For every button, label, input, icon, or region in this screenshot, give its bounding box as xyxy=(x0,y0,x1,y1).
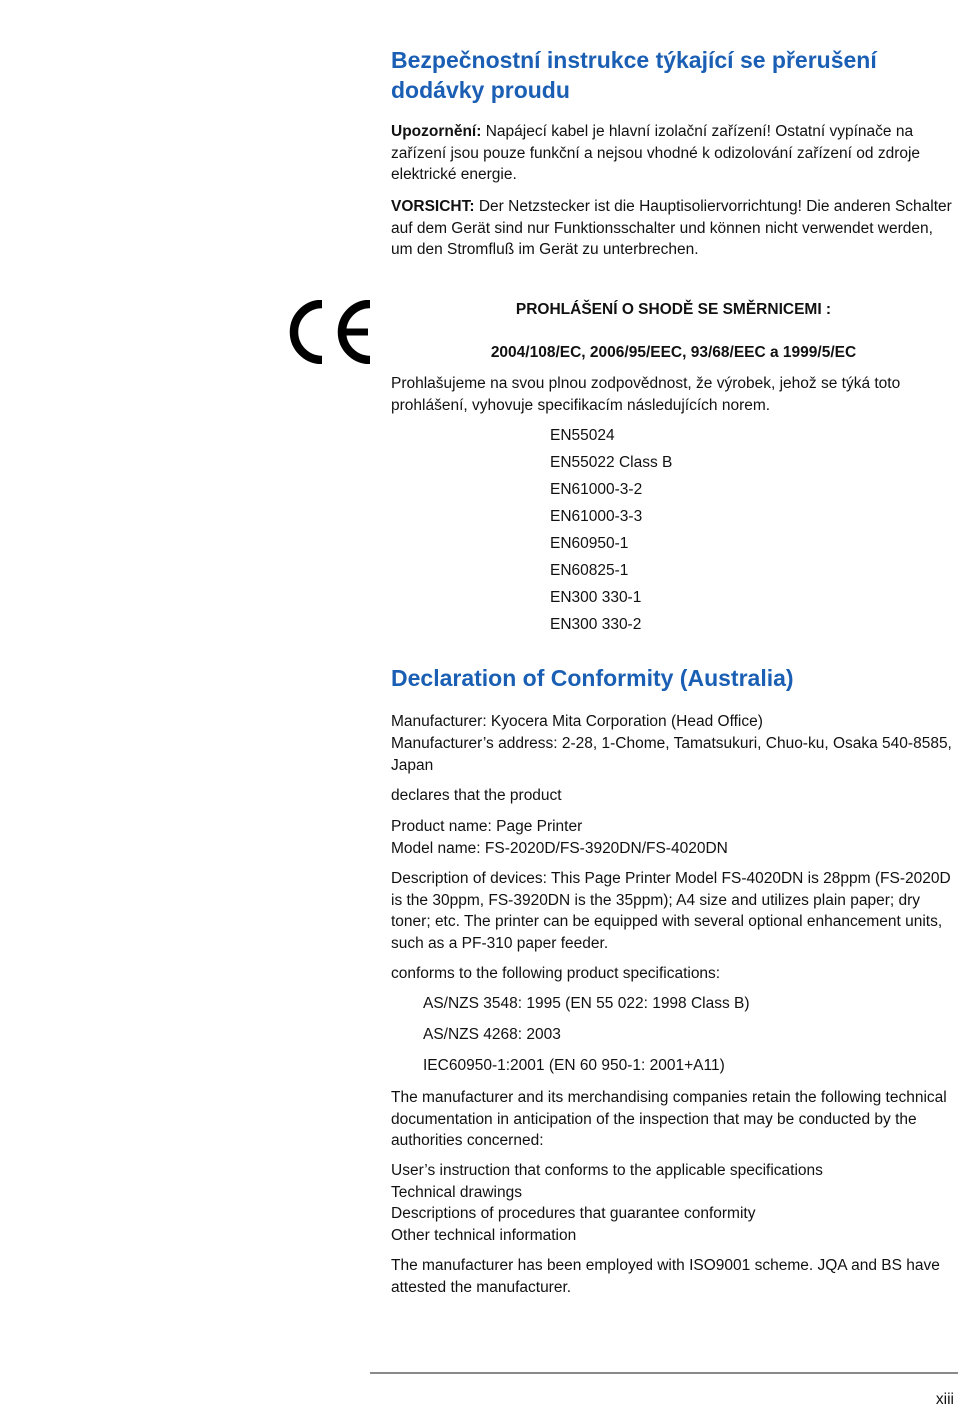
spec-item: IEC60950-1:2001 (EN 60 950-1: 2001+A11) xyxy=(423,1057,725,1074)
warning-cz xyxy=(391,121,956,186)
model-name-line: Model name: FS-2020D/FS-3920DN/FS-4020DN xyxy=(391,840,728,857)
standard-item: EN300 330-1 xyxy=(550,589,642,606)
standard-item: EN300 330-2 xyxy=(550,616,642,633)
ce-directives: 2004/108/EC, 2006/95/EEC, 93/68/EEC a 1999/5/EC xyxy=(490,344,857,361)
manufacturer-line: Manufacturer: Kyocera Mita Corporation (Head Office) xyxy=(391,713,763,730)
footer-divider xyxy=(370,1372,958,1374)
standard-item: EN60825-1 xyxy=(550,562,629,579)
section-title-australia: Declaration of Conformity (Australia) xyxy=(391,665,794,691)
declares-line: declares that the product xyxy=(391,787,562,804)
standard-item: EN55022 Class B xyxy=(550,454,673,471)
warning-de-label: VORSICHT: xyxy=(391,198,475,215)
product-name-line: Product name: Page Printer xyxy=(391,818,583,835)
standard-item: EN61000-3-2 xyxy=(550,481,643,498)
standard-item: EN61000-3-3 xyxy=(550,508,643,525)
spec-item: AS/NZS 3548: 1995 (EN 55 022: 1998 Class B) xyxy=(423,995,750,1012)
doc-item: Other technical information xyxy=(391,1227,577,1244)
doc-item: Technical drawings xyxy=(391,1184,522,1201)
ce-mark-icon xyxy=(282,300,374,364)
ce-declaration-heading: PROHLÁŠENÍ O SHODĚ SE SMĚRNICEMI : xyxy=(515,301,832,318)
warning-cz-label: Upozornění: xyxy=(391,123,482,140)
doc-item: Descriptions of procedures that guarantee conformity xyxy=(391,1205,756,1222)
spec-item: AS/NZS 4268: 2003 xyxy=(423,1026,561,1043)
address-line: Manufacturer’s address: 2-28, 1-Chome, Tamatsukuri, Chuo-ku, Osaka 540-8585, Japan xyxy=(391,735,952,774)
standard-item: EN60950-1 xyxy=(550,535,629,552)
doc-item: User’s instruction that conforms to the applicable specifications xyxy=(391,1162,823,1179)
section-title-power-safety: Bezpečnostní instrukce týkající se přerušení dodávky proudu xyxy=(391,47,877,103)
iso-paragraph: The manufacturer has been employed with ISO9001 scheme. JQA and BS have attested the manufacturer. xyxy=(391,1257,940,1296)
warning-de xyxy=(391,196,956,261)
page-number: xiii xyxy=(935,1391,954,1408)
warning-cz-text: Napájecí kabel je hlavní izolační zařízení! Ostatní vypínače na zařízení jsou pouze funkční a nejsou vhodné k odizolování zařízení od zdroje elektrické energie. xyxy=(391,123,921,183)
description-paragraph: Description of devices: This Page Printer Model FS-4020DN is 28ppm (FS-2020D is the 30ppm, FS-3920DN is the 35ppm); A4 size and utilizes plain paper; dry toner; etc. The printer can be equipped with several optional enhancement units, such as a PF-310 paper feeder. xyxy=(391,870,951,952)
conforms-line: conforms to the following product specifications: xyxy=(391,965,721,982)
warning-de-text: Der Netzstecker ist die Hauptisoliervorrichtung! Die anderen Schalter auf dem Gerät sind nur Funktionsschalter und können nicht verwendet werden, um den Stromfluß im Gerät zu unterbrechen. xyxy=(391,198,952,258)
ce-statement: Prohlašujeme na svou plnou zodpovědnost, že výrobek, jehož se týká toto prohlášení, vyhovuje specifikacím následujících norem. xyxy=(391,375,901,414)
standard-item: EN55024 xyxy=(550,427,615,444)
retain-paragraph: The manufacturer and its merchandising companies retain the following technical documentation in anticipation of the inspection that may be conducted by the authorities concerned: xyxy=(391,1089,947,1149)
